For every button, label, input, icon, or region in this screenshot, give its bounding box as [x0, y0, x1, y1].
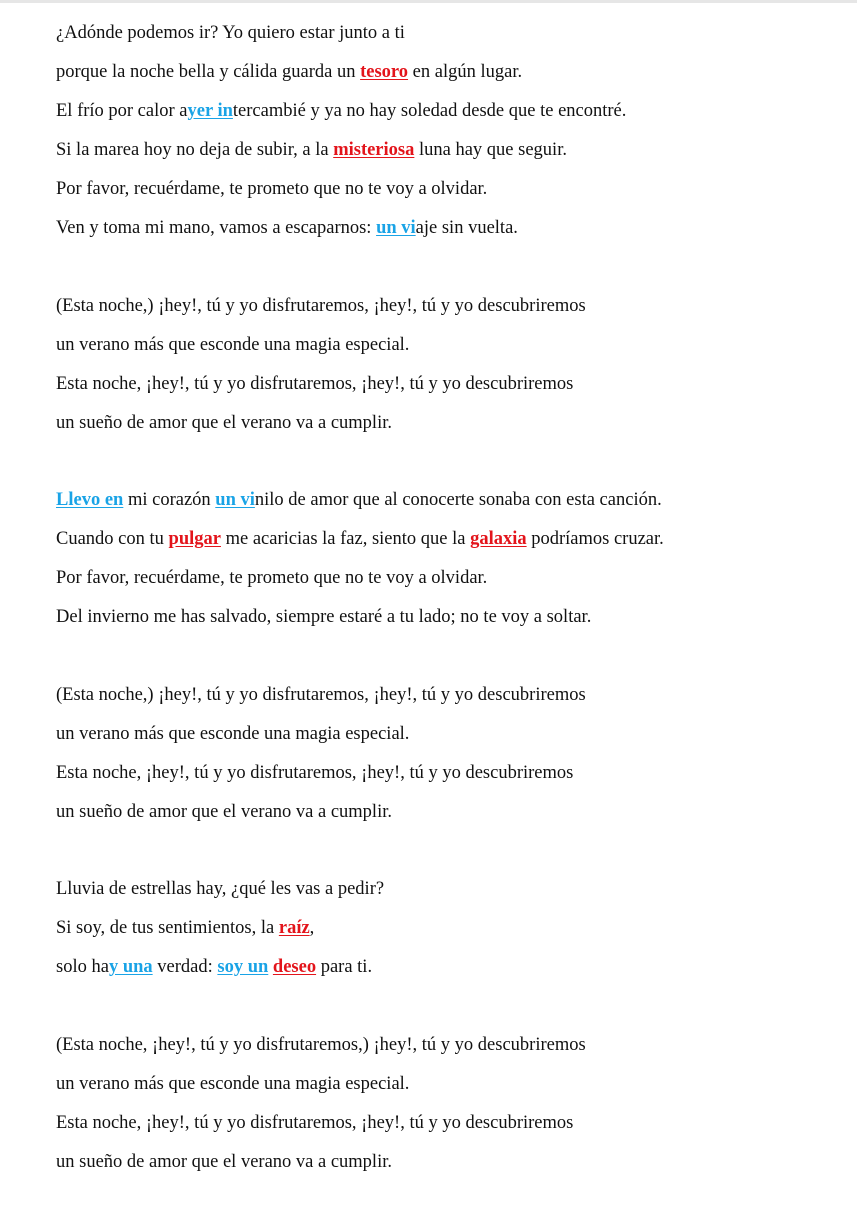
top-border: [0, 0, 857, 3]
text-segment: Del invierno me has salvado, siempre estaré a tu lado; no te voy a soltar.: [56, 607, 592, 627]
text-segment: Si la marea hoy no deja de subir, a la: [56, 140, 334, 160]
text-segment: un sueño de amor que el verano va a cumplir.: [56, 412, 392, 433]
lyric-line: [56, 799, 846, 838]
lyrics-document: [56, 20, 846, 1226]
stanza: [56, 487, 846, 643]
text-segment: Lluvia de estrellas hay, ¿qué les vas a pedir?: [56, 879, 385, 899]
lyric-line: [56, 954, 846, 993]
text-segment: un verano más que esconde una magia especial.: [56, 1073, 410, 1094]
text-segment: (Esta noche,) ¡hey!, tú y yo disfrutaremos, ¡hey!, tú y yo descubriremos: [56, 295, 586, 316]
lyric-line: [56, 59, 846, 98]
lyric-line: [56, 526, 846, 565]
text-segment: tercambié y ya no hay soledad desde que te encontré.: [232, 101, 627, 121]
lyric-line: [56, 565, 846, 604]
text-segment: Por favor, recuérdame, te prometo que no te voy a olvidar.: [56, 179, 488, 199]
lyric-line: [56, 98, 846, 137]
highlight-blue: un vi: [376, 218, 416, 238]
highlight-red: misteriosa: [333, 140, 415, 160]
highlight-red: deseo: [272, 957, 317, 977]
lyric-line: [56, 1032, 846, 1071]
text-segment: (Esta noche,) ¡hey!, tú y yo disfrutaremos, ¡hey!, tú y yo descubriremos: [56, 684, 586, 705]
text-segment: porque la noche bella y cálida guarda un: [56, 62, 361, 82]
text-segment: solo ha: [56, 957, 109, 977]
text-segment: Si soy, de tus sentimientos, la: [56, 918, 279, 938]
lyric-line: [56, 915, 846, 954]
text-segment: Esta noche, ¡hey!, tú y yo disfrutaremos, ¡hey!, tú y yo descubriremos: [56, 373, 574, 394]
highlight-blue: soy un: [217, 957, 269, 977]
text-segment: Cuando con tu: [56, 529, 169, 549]
text-segment: ,: [309, 918, 315, 938]
highlight-blue: yer in: [187, 101, 233, 121]
text-segment: para ti.: [316, 957, 373, 977]
text-segment: un sueño de amor que el verano va a cumplir.: [56, 801, 392, 822]
text-segment: aje sin vuelta.: [415, 218, 518, 238]
text-segment: Esta noche, ¡hey!, tú y yo disfrutaremos, ¡hey!, tú y yo descubriremos: [56, 762, 574, 783]
lyric-line: [56, 410, 846, 449]
lyric-line: [56, 176, 846, 215]
text-segment: podríamos cruzar.: [526, 529, 664, 549]
text-segment: ¿Adónde podemos ir? Yo quiero estar junto a ti: [56, 23, 405, 43]
text-segment: un sueño de amor que el verano va a cumplir.: [56, 1151, 392, 1172]
text-segment: en algún lugar.: [408, 62, 523, 82]
highlight-red: tesoro: [360, 62, 409, 82]
highlight-blue: Llevo en: [56, 490, 124, 510]
highlight-red: pulgar: [168, 529, 221, 549]
text-segment: (Esta noche, ¡hey!, tú y yo disfrutaremos,) ¡hey!, tú y yo descubriremos: [56, 1034, 586, 1055]
lyric-line: [56, 1149, 846, 1188]
lyric-line: [56, 371, 846, 410]
lyric-line: [56, 20, 846, 59]
lyric-line: [56, 487, 846, 526]
text-segment: luna hay que seguir.: [414, 140, 567, 160]
highlight-blue: y una: [108, 957, 153, 977]
lyric-line: [56, 604, 846, 643]
text-segment: me acaricias la faz, siento que la: [220, 529, 471, 549]
stanza: [56, 293, 846, 449]
stanza: [56, 682, 846, 838]
text-segment: Por favor, recuérdame, te prometo que no te voy a olvidar.: [56, 568, 488, 588]
text-segment: El frío por calor a: [56, 101, 188, 121]
highlight-blue: un vi: [215, 490, 255, 510]
lyric-line: [56, 682, 846, 721]
text-segment: un verano más que esconde una magia especial.: [56, 723, 410, 744]
lyric-line: [56, 293, 846, 332]
lyric-line: [56, 876, 846, 915]
lyric-line: [56, 1071, 846, 1110]
stanza: [56, 1032, 846, 1188]
text-segment: nilo de amor que al conocerte sonaba con esta canción.: [254, 490, 662, 510]
lyric-line: [56, 137, 846, 176]
text-segment: mi corazón: [123, 490, 216, 510]
lyric-line: [56, 1110, 846, 1149]
highlight-red: galaxia: [470, 529, 527, 549]
lyric-line: [56, 760, 846, 799]
lyric-line: [56, 721, 846, 760]
highlight-red: raíz: [278, 918, 310, 938]
stanza: [56, 20, 846, 254]
text-segment: verdad:: [152, 957, 218, 977]
text-segment: Ven y toma mi mano, vamos a escaparnos:: [56, 218, 377, 238]
text-segment: un verano más que esconde una magia especial.: [56, 334, 410, 355]
stanza: [56, 876, 846, 993]
lyric-line: [56, 332, 846, 371]
lyric-line: [56, 215, 846, 254]
text-segment: Esta noche, ¡hey!, tú y yo disfrutaremos, ¡hey!, tú y yo descubriremos: [56, 1112, 574, 1133]
